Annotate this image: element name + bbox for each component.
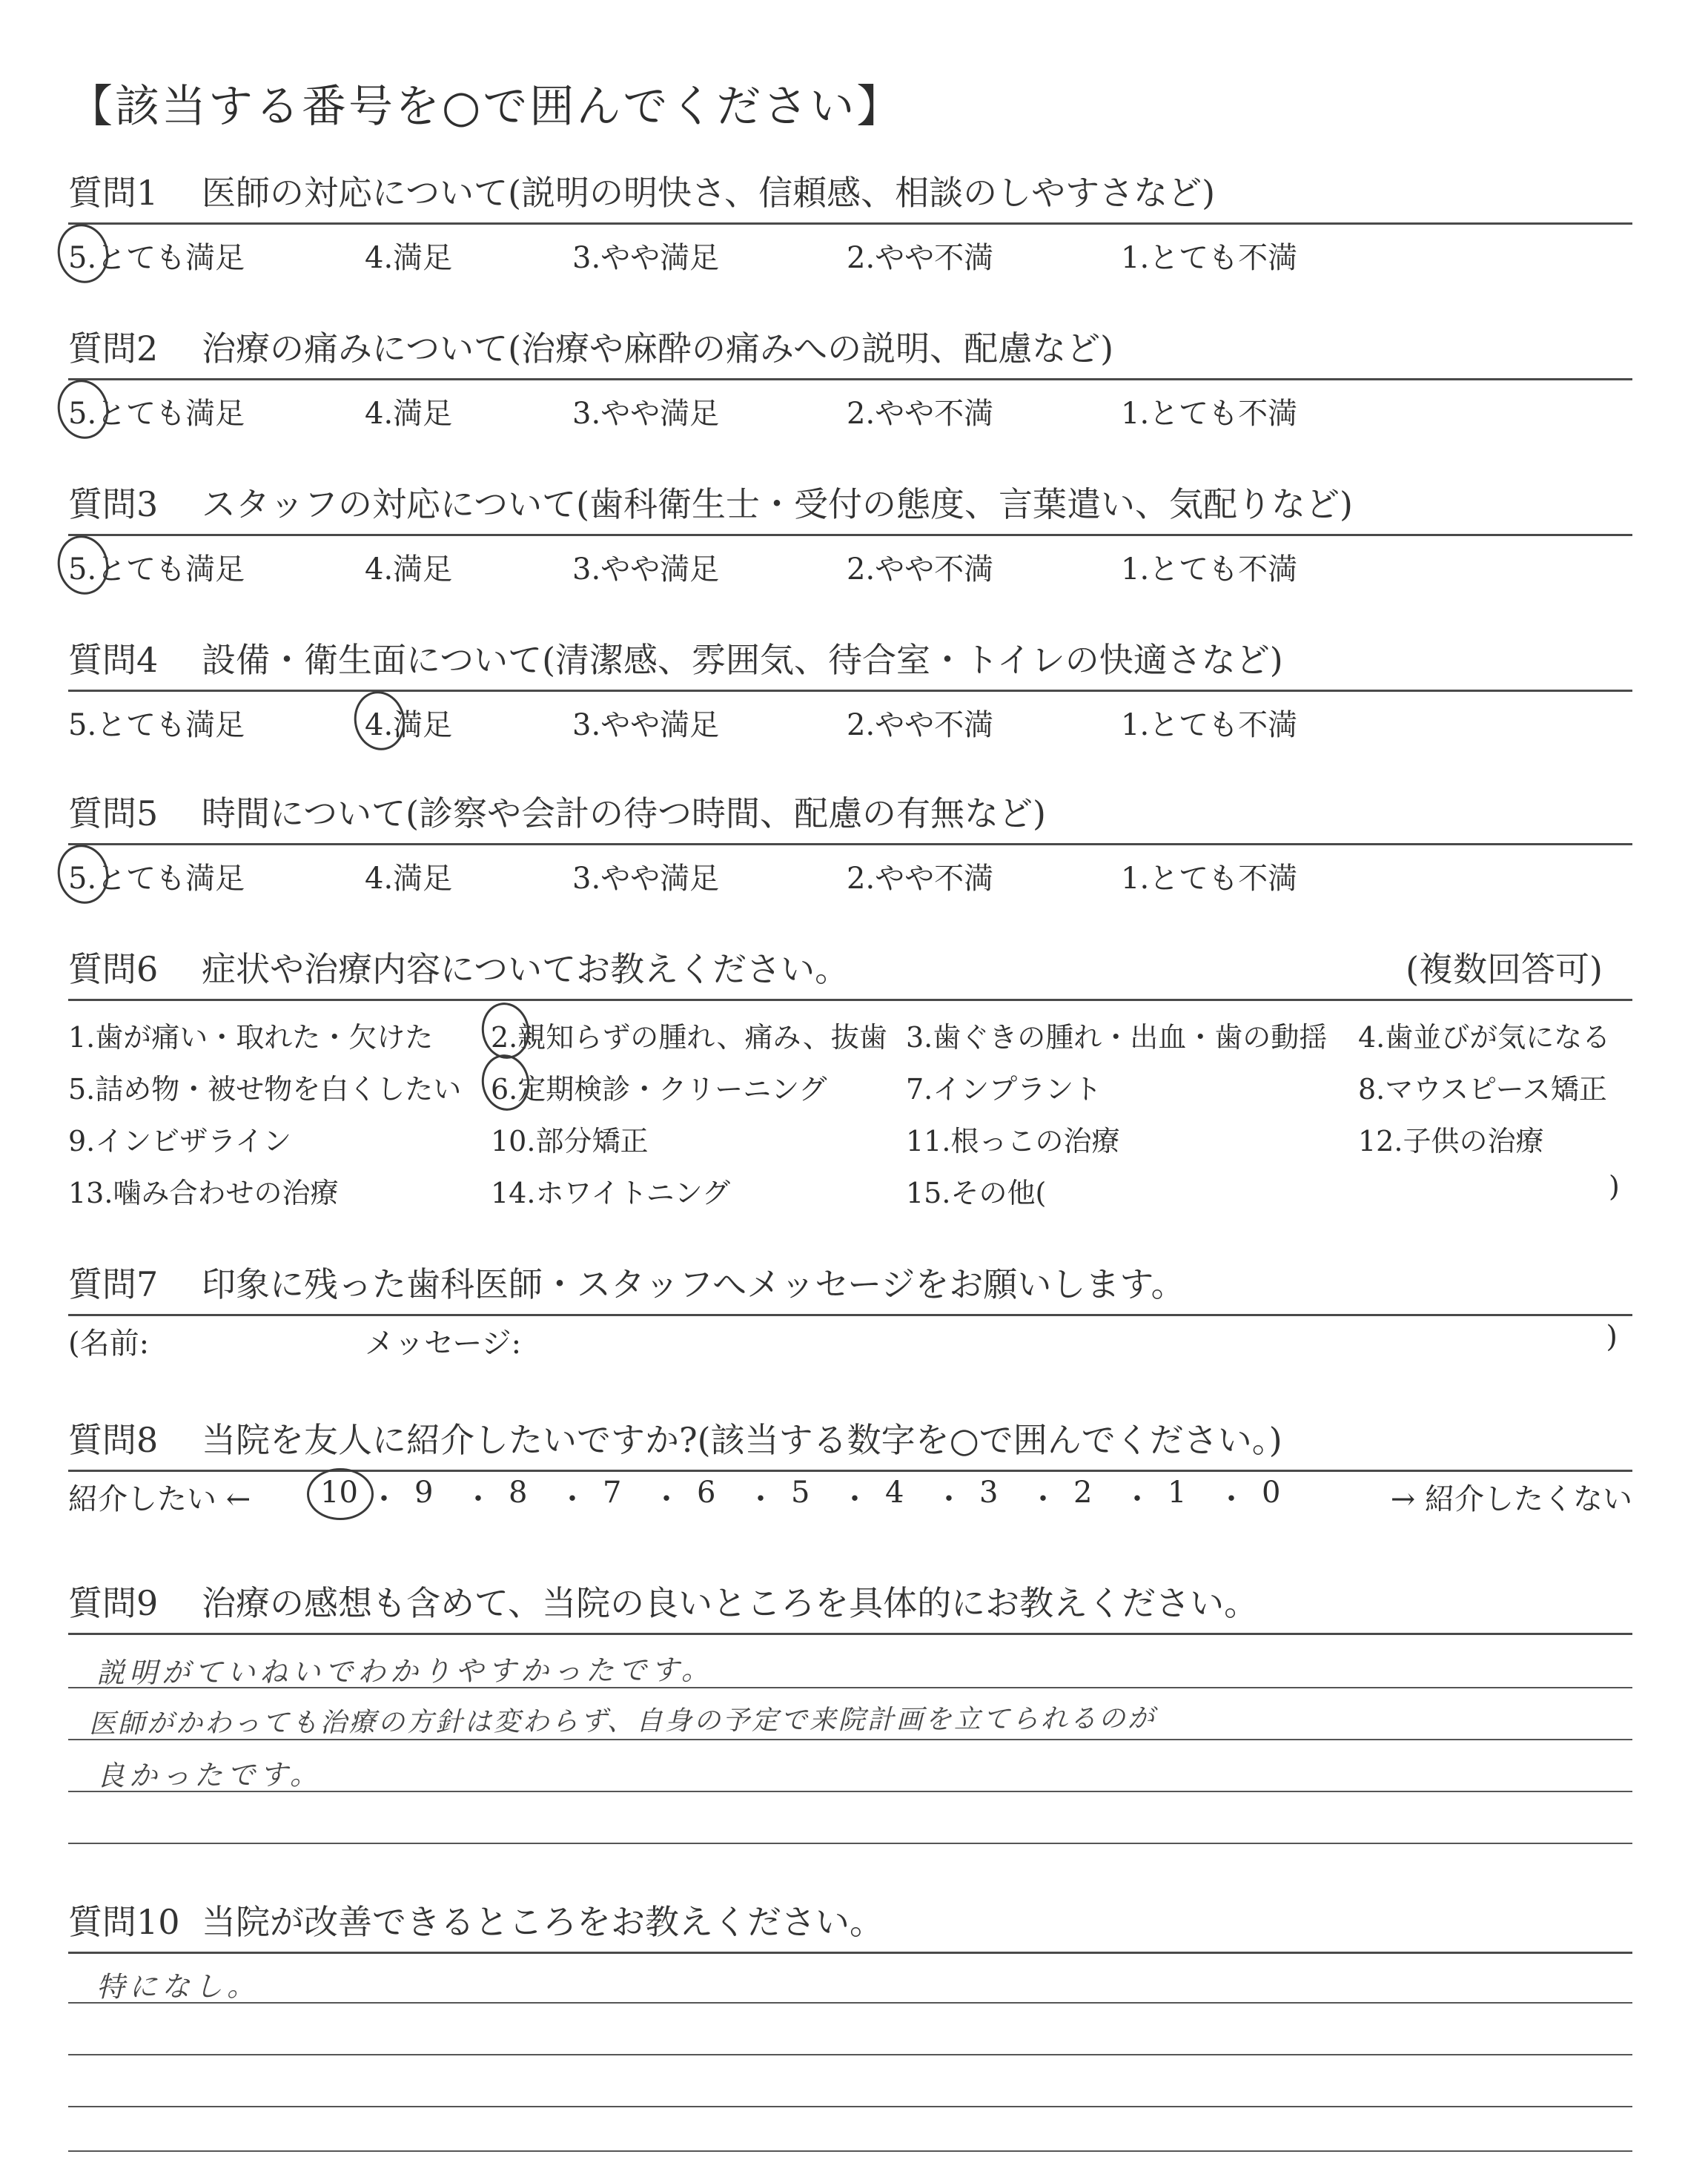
- rating-option-number: 5.: [68, 241, 97, 275]
- scale-separator: ・: [652, 1482, 681, 1516]
- recommend-scale-value[interactable]: 5: [791, 1476, 810, 1510]
- rating-option[interactable]: [847, 390, 993, 432]
- recommend-scale-value[interactable]: 7: [603, 1476, 622, 1510]
- rating-option-number: 4.: [365, 397, 394, 431]
- q10-text: 当院が改善できるところをお教えください。: [202, 1902, 884, 1942]
- rating-option[interactable]: [1121, 855, 1297, 897]
- rating-option-number: 2.: [847, 708, 875, 742]
- rating-option-label: やや満足: [600, 397, 720, 431]
- scale-separator: ・: [557, 1482, 587, 1516]
- q8-number: 質問8: [68, 1420, 159, 1460]
- rating-option-number: 2.: [847, 397, 875, 431]
- symptom-option-number: 11.: [906, 1125, 951, 1157]
- q7-message-row: [68, 1320, 1632, 1361]
- recommend-scale-value[interactable]: 0: [1262, 1476, 1281, 1510]
- symptom-option-number: 1.: [68, 1021, 96, 1054]
- symptom-option[interactable]: [491, 1118, 648, 1159]
- symptom-option-number: 8.: [1358, 1073, 1386, 1106]
- rating-option[interactable]: [847, 546, 993, 588]
- q8-heading: [68, 1416, 1632, 1472]
- q5-text: 時間について(診察や会計の待つ時間、配慮の有無など): [202, 793, 1046, 833]
- scale-separator: ・: [463, 1482, 493, 1516]
- symptom-option-label: インプラント: [933, 1073, 1102, 1106]
- q7-message-label: メッセージ:: [365, 1327, 522, 1361]
- answer-rule-line: [68, 2002, 1632, 2004]
- rating-option-label: とても満足: [96, 552, 245, 587]
- scale-separator: ・: [369, 1482, 399, 1516]
- rating-option[interactable]: [365, 701, 452, 744]
- rating-option-number: 2.: [847, 552, 875, 587]
- rating-option-number: 3.: [572, 552, 601, 587]
- rating-option-number: 1.: [1121, 241, 1150, 275]
- rating-option-number: 4.: [365, 708, 394, 742]
- q6-note: (複数回答可): [1406, 949, 1603, 989]
- symptom-option-number: 13.: [68, 1177, 113, 1209]
- symptom-option-number: 7.: [906, 1073, 933, 1106]
- rating-option-label: やや不満: [875, 708, 994, 742]
- recommend-scale-value[interactable]: 2: [1073, 1476, 1093, 1510]
- rating-option-number: 5.: [68, 862, 97, 896]
- rating-option-label: 満足: [393, 397, 453, 431]
- symptom-option-label: 部分矯正: [535, 1125, 649, 1157]
- symptom-option[interactable]: [906, 1066, 1102, 1107]
- symptom-option-number: 4.: [1358, 1021, 1386, 1054]
- q3-options: [68, 546, 1632, 587]
- q10-number: 質問10: [68, 1902, 180, 1942]
- symptom-option[interactable]: [906, 1118, 1119, 1159]
- symptom-option-label: その他(: [950, 1177, 1047, 1209]
- rating-option-number: 2.: [847, 862, 875, 896]
- q9-handwritten-answer: 説明がていねいでわかりやすかったです。: [96, 1653, 715, 1690]
- survey-title: 【該当する番号を○で囲んでください】: [68, 81, 904, 133]
- answer-rule-line: [68, 2106, 1632, 2107]
- rating-option[interactable]: [572, 390, 719, 432]
- rating-option[interactable]: [365, 390, 452, 432]
- q7-name-label: (名前:: [68, 1327, 150, 1361]
- q1-heading: [68, 169, 1632, 225]
- scale-separator: ・: [1217, 1482, 1246, 1516]
- symptom-option-number: 15.: [906, 1177, 951, 1209]
- rating-option[interactable]: [847, 701, 993, 744]
- recommend-scale-value[interactable]: 10: [320, 1476, 358, 1510]
- q9-text: 治療の感想も含めて、当院の良いところを具体的にお教えください。: [202, 1583, 1259, 1623]
- rating-option[interactable]: [68, 701, 245, 744]
- rating-option-label: 満足: [393, 552, 453, 587]
- rating-option-label: やや満足: [600, 862, 720, 896]
- q9-heading: [68, 1579, 1632, 1635]
- symptom-option[interactable]: [491, 1066, 827, 1107]
- rating-option[interactable]: [1121, 701, 1297, 744]
- rating-option-number: 1.: [1121, 397, 1150, 431]
- symptom-option-number: 14.: [491, 1177, 536, 1209]
- scale-separator: ・: [746, 1482, 775, 1516]
- symptom-option[interactable]: [491, 1014, 887, 1055]
- symptom-option-number: 12.: [1358, 1125, 1403, 1157]
- recommend-scale-value[interactable]: 3: [979, 1476, 999, 1510]
- symptom-option[interactable]: [68, 1066, 461, 1107]
- rating-option-label: やや満足: [600, 552, 720, 587]
- recommend-scale-value[interactable]: 8: [509, 1476, 528, 1510]
- rating-option-label: とても不満: [1149, 397, 1298, 431]
- rating-option-label: とても満足: [96, 397, 245, 431]
- rating-option[interactable]: [847, 855, 993, 897]
- q3-text: スタッフの対応について(歯科衛生士・受付の態度、言葉遣い、気配りなど): [202, 484, 1353, 524]
- scale-separator: ・: [1028, 1482, 1058, 1516]
- q9-handwritten-answer: 良かったです。: [96, 1758, 323, 1792]
- rating-option[interactable]: [68, 234, 245, 277]
- q5-options: [68, 855, 1632, 896]
- rating-option-number: 4.: [365, 552, 394, 587]
- q4-number: 質問4: [68, 640, 159, 680]
- symptom-option-number: 3.: [906, 1021, 933, 1054]
- q1-text: 医師の対応について(説明の明快さ、信頼感、相談のしやすさなど): [202, 173, 1216, 213]
- symptom-option[interactable]: [68, 1014, 433, 1055]
- rating-option[interactable]: [68, 546, 245, 588]
- q10-handwritten-answer: 特になし。: [96, 1969, 260, 2004]
- recommend-scale-value[interactable]: 6: [697, 1476, 716, 1510]
- symptom-option-label: 詰め物・被せ物を白くしたい: [95, 1073, 462, 1106]
- rating-option-label: やや不満: [875, 241, 994, 275]
- rating-option-label: やや満足: [600, 708, 720, 742]
- symptom-option[interactable]: [68, 1118, 291, 1159]
- rating-option[interactable]: [1121, 546, 1297, 588]
- symptom-option[interactable]: [1358, 1014, 1610, 1055]
- rating-option-label: やや不満: [875, 552, 994, 587]
- q6-number: 質問6: [68, 949, 159, 989]
- rating-option[interactable]: [1121, 234, 1297, 277]
- q10-heading: [68, 1898, 1632, 1954]
- rating-option[interactable]: [847, 234, 993, 277]
- rating-option-label: とても満足: [96, 862, 245, 896]
- symptom-option-label: 歯並びが気になる: [1385, 1021, 1611, 1054]
- answer-rule-line: [68, 1843, 1632, 1844]
- rating-option[interactable]: [572, 701, 719, 744]
- scale-separator: ・: [1122, 1482, 1152, 1516]
- rating-option-number: 3.: [572, 397, 601, 431]
- rating-option-label: とても不満: [1149, 708, 1298, 742]
- rating-option[interactable]: [365, 546, 452, 588]
- q9-handwritten-answer: 医師がかわっても治療の方針は変わらず、自身の予定で来院計画を立てられるのが: [88, 1703, 1156, 1740]
- q8-text: 当院を友人に紹介したいですか?(該当する数字を○で囲んでください。): [202, 1420, 1282, 1460]
- recommend-scale-value[interactable]: 1: [1168, 1476, 1187, 1510]
- q1-options: [68, 234, 1632, 276]
- rating-option[interactable]: [572, 855, 719, 897]
- q6-close-paren: ): [1609, 1170, 1620, 1203]
- symptom-option-label: 根っこの治療: [950, 1125, 1120, 1157]
- rating-option-label: 満足: [393, 862, 453, 896]
- rating-option-number: 3.: [572, 241, 601, 275]
- rating-option-number: 2.: [847, 241, 875, 275]
- symptom-option-number: 10.: [491, 1125, 536, 1157]
- symptom-option[interactable]: [1358, 1118, 1543, 1159]
- q7-text: 印象に残った歯科医師・スタッフへメッセージをお願いします。: [202, 1264, 1185, 1304]
- q3-heading: [68, 480, 1632, 536]
- q2-text: 治療の痛みについて(治療や麻酔の痛みへの説明、配慮など): [202, 328, 1114, 369]
- rating-option-label: とても不満: [1149, 862, 1298, 896]
- q8-scale-row: [68, 1476, 1632, 1520]
- rating-option-number: 5.: [68, 708, 97, 742]
- q8-right-label: → 紹介したくない: [1390, 1482, 1632, 1516]
- recommend-scale-value[interactable]: 4: [885, 1476, 904, 1510]
- rating-option-number: 5.: [68, 397, 97, 431]
- rating-option-label: とても満足: [96, 241, 245, 275]
- rating-option[interactable]: [365, 234, 452, 277]
- q5-number: 質問5: [68, 793, 159, 833]
- q5-heading: [68, 790, 1632, 845]
- q2-options: [68, 390, 1632, 432]
- symptom-option[interactable]: [1358, 1066, 1607, 1107]
- rating-option-label: 満足: [393, 241, 453, 275]
- q9-number: 質問9: [68, 1583, 159, 1623]
- symptom-option-number: 5.: [68, 1073, 96, 1106]
- symptom-option-number: 2.: [491, 1021, 518, 1054]
- rating-option-number: 4.: [365, 241, 394, 275]
- q2-number: 質問2: [68, 328, 159, 369]
- q7-number: 質問7: [68, 1264, 159, 1304]
- q6-heading: [68, 945, 1632, 1001]
- rating-option-label: やや不満: [875, 397, 994, 431]
- symptom-option-label: 親知らずの腫れ、痛み、抜歯: [517, 1021, 887, 1054]
- q7-heading: [68, 1261, 1632, 1316]
- rating-option-label: 満足: [393, 708, 453, 742]
- rating-option-number: 3.: [572, 862, 601, 896]
- rating-option[interactable]: [1121, 390, 1297, 432]
- rating-option-label: とても満足: [96, 708, 245, 742]
- symptom-option[interactable]: [906, 1170, 1046, 1211]
- q2-heading: [68, 325, 1632, 380]
- rating-option-label: やや不満: [875, 862, 994, 896]
- q4-text: 設備・衛生面について(清潔感、雰囲気、待合室・トイレの快適さなど): [202, 640, 1283, 680]
- symptom-option-number: 9.: [68, 1125, 96, 1157]
- q4-options: [68, 701, 1632, 743]
- q4-heading: [68, 636, 1632, 692]
- q8-left-label: 紹介したい ←: [68, 1482, 251, 1516]
- rating-option-label: やや満足: [600, 241, 720, 275]
- scale-separator: ・: [840, 1482, 870, 1516]
- rating-option-label: とても不満: [1149, 241, 1298, 275]
- rating-option-number: 1.: [1121, 708, 1150, 742]
- symptom-option-label: 歯ぐきの腫れ・出血・歯の動揺: [933, 1021, 1328, 1054]
- symptom-option-label: 噛み合わせの治療: [113, 1177, 339, 1209]
- rating-option[interactable]: [572, 546, 719, 588]
- answer-rule-line: [68, 2054, 1632, 2055]
- rating-option-number: 1.: [1121, 552, 1150, 587]
- symptom-option[interactable]: [491, 1170, 730, 1211]
- symptom-option-label: ホワイトニング: [535, 1177, 731, 1209]
- symptom-option-label: マウスピース矯正: [1385, 1073, 1607, 1106]
- symptom-option[interactable]: [68, 1170, 338, 1211]
- symptom-option-label: 定期検診・クリーニング: [517, 1073, 827, 1106]
- q1-number: 質問1: [68, 173, 159, 213]
- symptom-option-label: インビザライン: [95, 1125, 292, 1157]
- symptom-option-label: 子供の治療: [1403, 1125, 1544, 1157]
- rating-option-number: 4.: [365, 862, 394, 896]
- q6-text: 症状や治療内容についてお教えください。: [202, 949, 850, 989]
- symptom-option-number: 6.: [491, 1073, 518, 1106]
- rating-option[interactable]: [572, 234, 719, 277]
- rating-option-label: とても不満: [1149, 552, 1298, 587]
- rating-option-number: 3.: [572, 708, 601, 742]
- symptom-option-label: 歯が痛い・取れた・欠けた: [95, 1021, 434, 1054]
- rating-option[interactable]: [365, 855, 452, 897]
- answer-rule-line: [68, 2150, 1632, 2152]
- symptom-option[interactable]: [906, 1014, 1327, 1055]
- recommend-scale-value[interactable]: 9: [414, 1476, 434, 1510]
- rating-option[interactable]: [68, 855, 245, 897]
- q7-close-paren: ): [1606, 1320, 1618, 1354]
- scale-separator: ・: [934, 1482, 964, 1516]
- rating-option-number: 5.: [68, 552, 97, 587]
- q3-number: 質問3: [68, 484, 159, 524]
- rating-option[interactable]: [68, 390, 245, 432]
- rating-option-number: 1.: [1121, 862, 1150, 896]
